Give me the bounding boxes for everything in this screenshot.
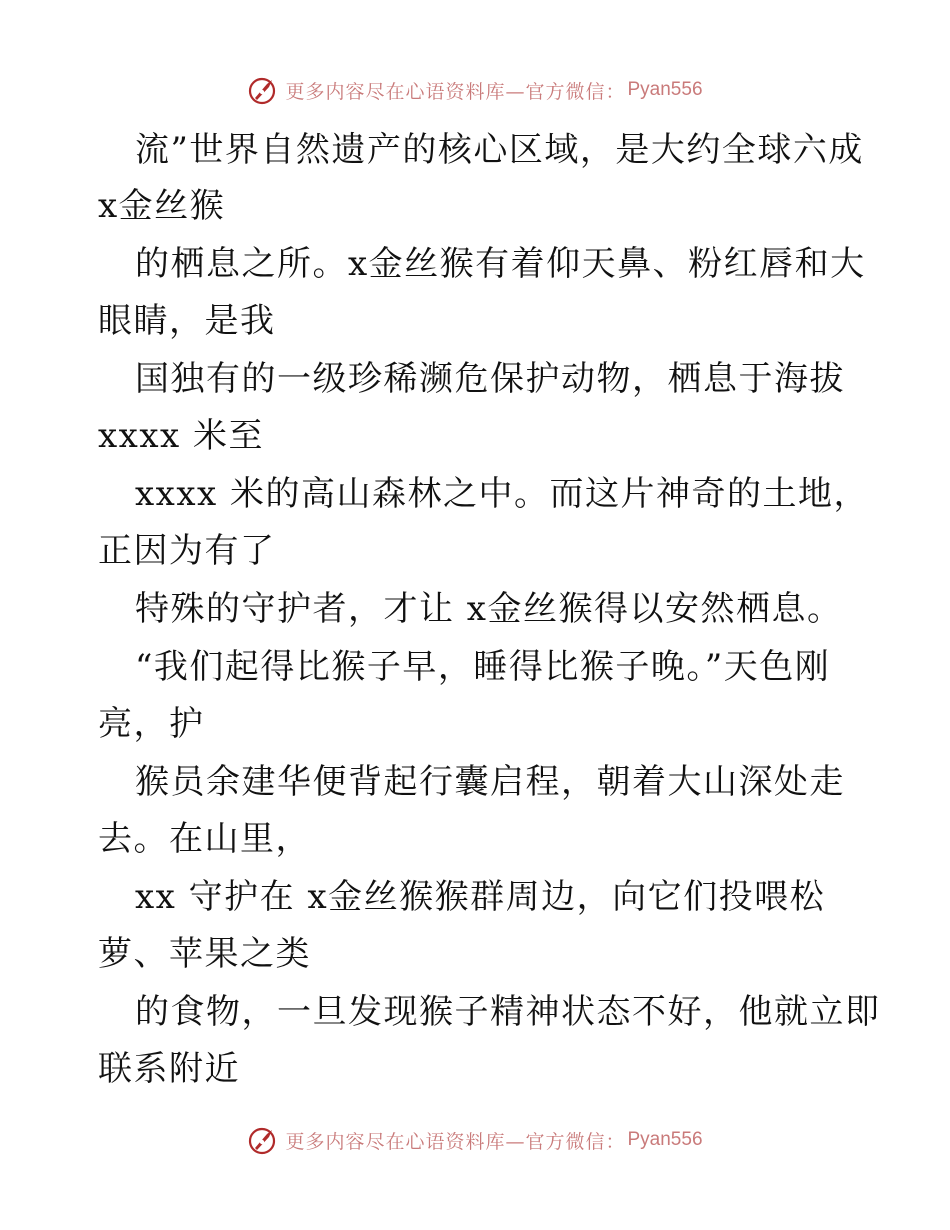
banner-wechat-id: Pyan556 [627,1129,703,1150]
text-line: 流”世界自然遗产的核心区域，是大约全球六成 [135,130,864,170]
text-line: 的栖息之所。x金丝猴有着仰天鼻、粉红唇和大 [135,244,866,284]
pen-nib-logo-icon [247,74,279,106]
text-line: 的食物，一旦发现猴子精神状态不好，他就立即 [135,992,881,1032]
text-line: 眼睛，是我 [98,301,276,341]
footer-banner [0,1120,950,1160]
pen-nib-logo-icon [247,1124,279,1156]
text-line: x金丝猴 [98,186,226,226]
banner-text: 更多内容尽在心语资料库—官方微信： [285,80,626,103]
header-banner [0,70,950,110]
text-line: “我们起得比猴子早，睡得比猴子晚。”天色刚 [135,647,831,687]
text-line: 国独有的一级珍稀濒危保护动物，栖息于海拔 [135,359,845,399]
text-line: xxxx 米的高山森林之中。而这片神奇的土地， [135,474,870,514]
text-line: 去。在山里， [98,819,311,859]
text-line: 萝、苹果之类 [98,934,311,974]
text-line: 亮，护 [98,704,205,744]
text-line: xx 守护在 x金丝猴猴群周边，向它们投喂松 [135,877,826,917]
text-line: 猴员余建华便背起行囊启程，朝着大山深处走 [135,762,845,802]
text-line: xxxx 米至 [98,416,265,456]
text-line: 正因为有了 [98,531,276,571]
text-line: 特殊的守护者，才让 x金丝猴得以安然栖息。 [135,589,843,629]
text-line: 联系附近 [98,1049,240,1089]
banner-wechat-id: Pyan556 [627,79,703,100]
banner-text: 更多内容尽在心语资料库—官方微信： [285,1130,626,1153]
